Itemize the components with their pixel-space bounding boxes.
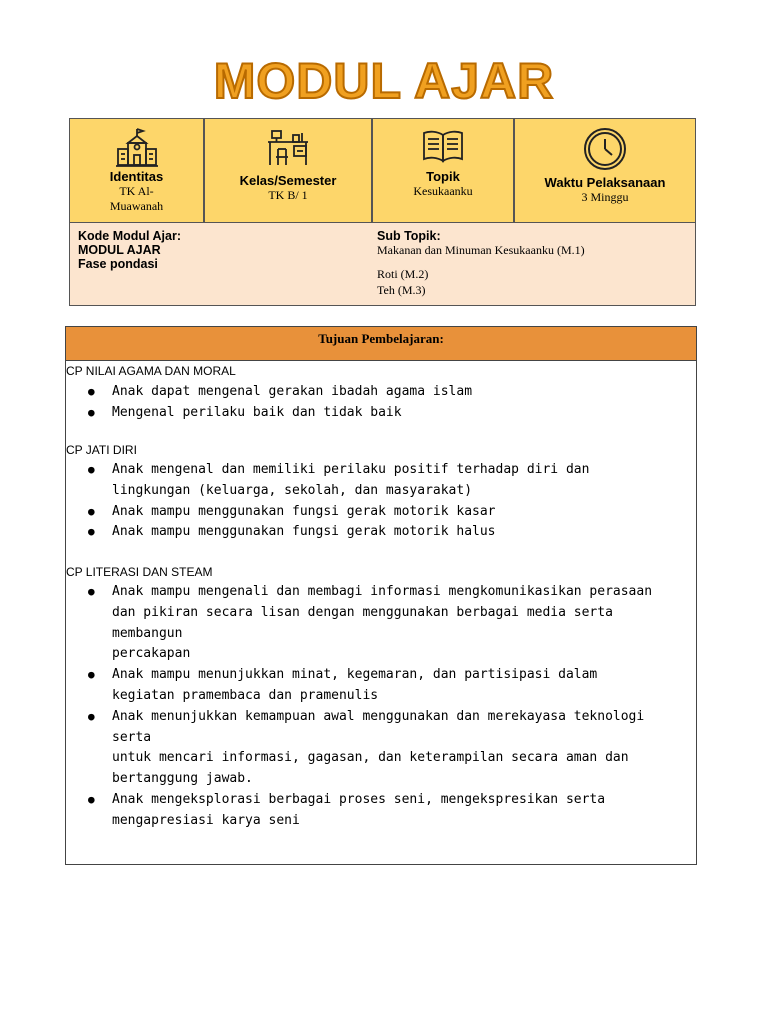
waktu-value: 3 Minggu	[581, 190, 629, 204]
identitas-label: Identitas	[109, 169, 164, 184]
item-line: dan pikiran secara lisan dengan menggunakan berbagai media serta membangun	[112, 604, 613, 641]
book-icon	[421, 127, 465, 165]
info-bottom-row	[70, 223, 695, 305]
info-table	[69, 118, 696, 306]
sub-topik	[377, 229, 585, 298]
kode-line-3: Fase pondasi	[78, 257, 158, 271]
list-item	[88, 707, 688, 790]
section-items	[88, 582, 688, 832]
section-title: CP NILAI AGAMA DAN MORAL	[66, 364, 236, 378]
section-title: CP JATI DIRI	[66, 443, 137, 457]
page-title: MODUL AJAR	[213, 53, 555, 109]
identitas-value-2: Muawanah	[109, 199, 164, 213]
item-line: ● Anak mampu mengenali dan membagi informasi mengkomunikasikan perasaan	[112, 584, 653, 599]
item-line: ● Anak menunjukkan kemampuan awal menggunakan dan merekayasa teknologi serta	[112, 708, 645, 745]
clock-icon	[583, 127, 627, 171]
list-item	[88, 502, 688, 523]
topik-value: Kesukaanku	[413, 184, 473, 198]
desk-icon	[266, 127, 310, 167]
item-line: ● Mengenal perilaku baik dan tidak baik	[112, 404, 402, 420]
list-item	[88, 582, 688, 665]
list-item	[88, 403, 688, 424]
waktu-label: Waktu Pelaksanaan	[544, 175, 666, 190]
kode-line-1: Kode Modul Ajar:	[78, 229, 182, 243]
item-line: percakapan	[112, 646, 191, 662]
kode-line-2: MODUL AJAR	[78, 243, 161, 257]
sub-topik-item: Teh (M.3)	[377, 283, 426, 297]
info-top-row	[70, 119, 695, 223]
list-item	[88, 522, 688, 543]
kode-modul	[78, 229, 181, 271]
tujuan-header: Tujuan Pembelajaran:	[66, 327, 696, 361]
item-line: untuk mencari informasi, gagasan, dan keterampilan secara aman dan	[112, 750, 629, 766]
waktu-cell	[515, 119, 695, 222]
topik-label: Topik	[426, 169, 460, 184]
list-item	[88, 460, 688, 502]
item-line: ● Anak mengenal dan memiliki perilaku positif terhadap diri dan	[112, 462, 590, 477]
item-line: ● Anak mampu menggunakan fungsi gerak motorik halus	[112, 524, 496, 540]
item-line: mengapresiasi karya seni	[112, 812, 300, 828]
item-line: lingkungan (keluarga, sekolah, dan masyarakat)	[112, 482, 473, 498]
identitas-cell	[70, 119, 203, 222]
tujuan-box	[65, 326, 697, 865]
item-line: bertanggung jawab.	[112, 771, 253, 787]
school-icon	[115, 127, 159, 169]
sub-topik-label: Sub Topik:	[377, 229, 441, 243]
section-items	[88, 382, 688, 424]
item-line: ● Anak mampu menggunakan fungsi gerak motorik kasar	[112, 503, 496, 519]
item-line: kegiatan pramembaca dan pramenulis	[112, 687, 379, 703]
item-line: ● Anak mampu menunjukkan minat, kegemaran, dan partisipasi dalam	[112, 667, 598, 683]
sub-topik-item: Roti (M.2)	[377, 267, 429, 281]
list-item	[88, 382, 688, 403]
topik-cell	[373, 119, 513, 222]
section-items	[88, 460, 688, 543]
kelas-value: TK B/ 1	[268, 188, 308, 202]
section-title: CP LITERASI DAN STEAM	[66, 565, 213, 579]
identitas-value-1: TK Al-	[119, 184, 154, 198]
list-item	[88, 665, 688, 707]
sub-topik-item: Makanan dan Minuman Kesukaanku (M.1)	[377, 243, 585, 257]
kelas-label: Kelas/Semester	[239, 173, 337, 188]
item-line: ● Anak dapat mengenal gerakan ibadah agama islam	[112, 384, 473, 399]
item-line: ● Anak mengeksplorasi berbagai proses seni, mengekspresikan serta	[112, 791, 606, 807]
kelas-cell	[205, 119, 371, 222]
list-item	[88, 790, 688, 832]
